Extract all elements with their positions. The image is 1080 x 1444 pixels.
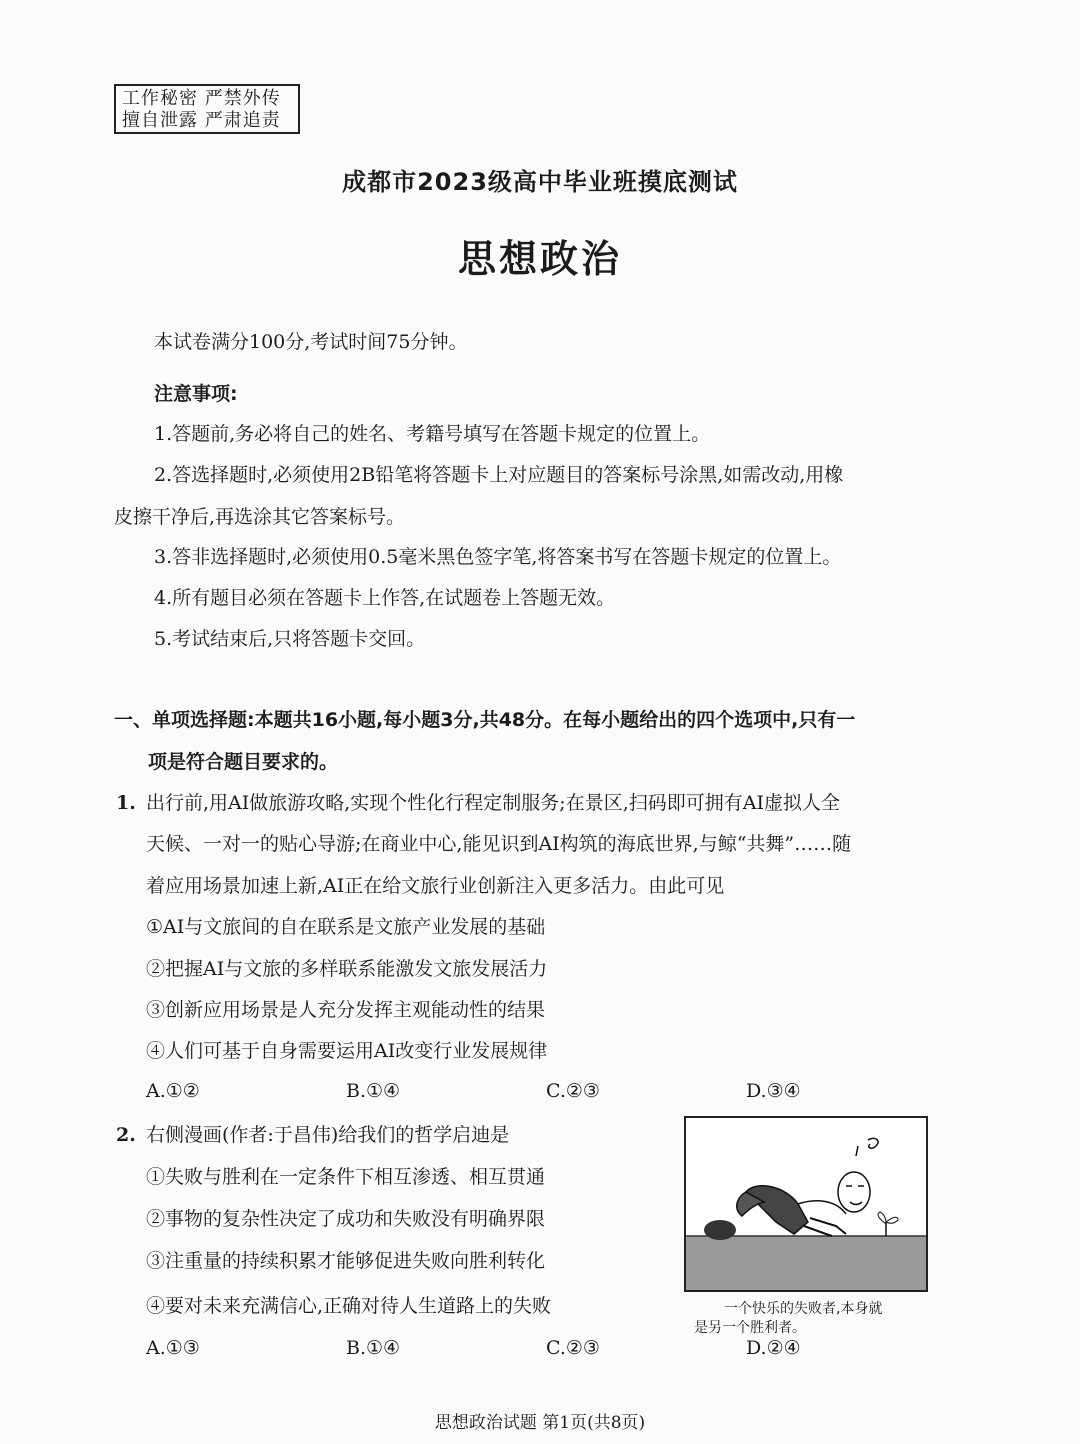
cartoon-person-body bbox=[746, 1186, 808, 1234]
question-1-stem-line-2: 天候、一对一的贴心导游;在商业中心,能见识到AI构筑的海底世界,与鲸“共舞”……随 bbox=[146, 833, 852, 855]
exam-title: 成都市2023级高中毕业班摸底测试 bbox=[342, 168, 738, 196]
question-2-option-b: B.①④ bbox=[346, 1337, 401, 1359]
cartoon-rock bbox=[704, 1220, 736, 1240]
question-1-stem-line-3: 着应用场景加速上新,AI正在给文旅行业创新注入更多活力。由此可见 bbox=[146, 875, 725, 897]
section-heading-line-1: 一、单项选择题:本题共16小题,每小题3分,共48分。在每小题给出的四个选项中,只有一 bbox=[114, 709, 856, 731]
page-footer: 思想政治试题 第1页(共8页) bbox=[434, 1413, 646, 1433]
question-2-stem: 右侧漫画(作者:于昌伟)给我们的哲学启迪是 bbox=[146, 1124, 510, 1146]
question-1-option-b: B.①④ bbox=[346, 1080, 401, 1102]
question-1-statement-1: ①AI与文旅间的自在联系是文旅产业发展的基础 bbox=[146, 916, 546, 938]
stamp-line-2: 擅自泄露 严肃追责 bbox=[122, 110, 281, 131]
subject-title: 思想政治 bbox=[457, 237, 622, 281]
question-2-option-a: A.①③ bbox=[146, 1337, 200, 1359]
note-item-1: 1.答题前,务必将自己的姓名、考籍号填写在答题卡规定的位置上。 bbox=[154, 423, 711, 445]
notes-heading: 注意事项: bbox=[154, 383, 238, 405]
question-1-option-a: A.①② bbox=[146, 1080, 200, 1102]
question-2-statement-1: ①失败与胜利在一定条件下相互渗透、相互贯通 bbox=[146, 1166, 546, 1188]
note-item-3: 3.答非选择题时,必须使用0.5毫米黑色签字笔,将答案书写在答题卡规定的位置上。 bbox=[154, 546, 842, 568]
question-1-statement-3: ③创新应用场景是人充分发挥主观能动性的结果 bbox=[146, 999, 546, 1021]
cartoon-caption-line-2: 是另一个胜利者。 bbox=[694, 1320, 806, 1336]
cartoon-head bbox=[838, 1172, 870, 1212]
question-1-statement-4: ④人们可基于自身需要运用AI改变行业发展规律 bbox=[146, 1040, 548, 1062]
question-2-number: 2. bbox=[116, 1124, 136, 1146]
question-1-option-d: D.③④ bbox=[746, 1080, 801, 1102]
question-1-statement-2: ②把握AI与文旅的多样联系能激发文旅发展活力 bbox=[146, 958, 548, 980]
note-item-2-line-2: 皮擦干净后,再选涂其它答案标号。 bbox=[114, 506, 406, 528]
question-1-stem-line-1: 出行前,用AI做旅游攻略,实现个性化行程定制服务;在景区,扫码即可拥有AI虚拟人全 bbox=[146, 792, 840, 814]
section-heading-line-2: 项是符合题目要求的。 bbox=[148, 751, 339, 773]
cartoon-caption-line-1: 一个快乐的失败者,本身就 bbox=[724, 1301, 883, 1317]
note-item-2-line-1: 2.答选择题时,必须使用2B铅笔将答题卡上对应题目的答案标号涂黑,如需改动,用橡 bbox=[154, 464, 844, 486]
note-item-4: 4.所有题目必须在答题卡上作答,在试题卷上答题无效。 bbox=[154, 587, 616, 609]
confidential-stamp bbox=[114, 84, 300, 134]
question-2-option-d: D.②④ bbox=[746, 1337, 801, 1359]
question-1-option-c: C.②③ bbox=[546, 1080, 600, 1102]
cartoon-drawing bbox=[686, 1118, 926, 1290]
note-item-5: 5.考试结束后,只将答题卡交回。 bbox=[154, 628, 426, 650]
intro-text: 本试卷满分100分,考试时间75分钟。 bbox=[154, 331, 468, 353]
question-2-statement-2: ②事物的复杂性决定了成功和失败没有明确界限 bbox=[146, 1208, 546, 1230]
stamp-line-1: 工作秘密 严禁外传 bbox=[122, 88, 281, 109]
question-2-option-c: C.②③ bbox=[546, 1337, 600, 1359]
question-2-statement-3: ③注重量的持续积累才能够促进失败向胜利转化 bbox=[146, 1250, 546, 1272]
question-2-statement-4: ④要对未来充满信心,正确对待人生道路上的失败 bbox=[146, 1295, 552, 1317]
question-1-number: 1. bbox=[116, 792, 136, 814]
cartoon-ground bbox=[686, 1236, 926, 1290]
cartoon-illustration bbox=[684, 1116, 928, 1292]
